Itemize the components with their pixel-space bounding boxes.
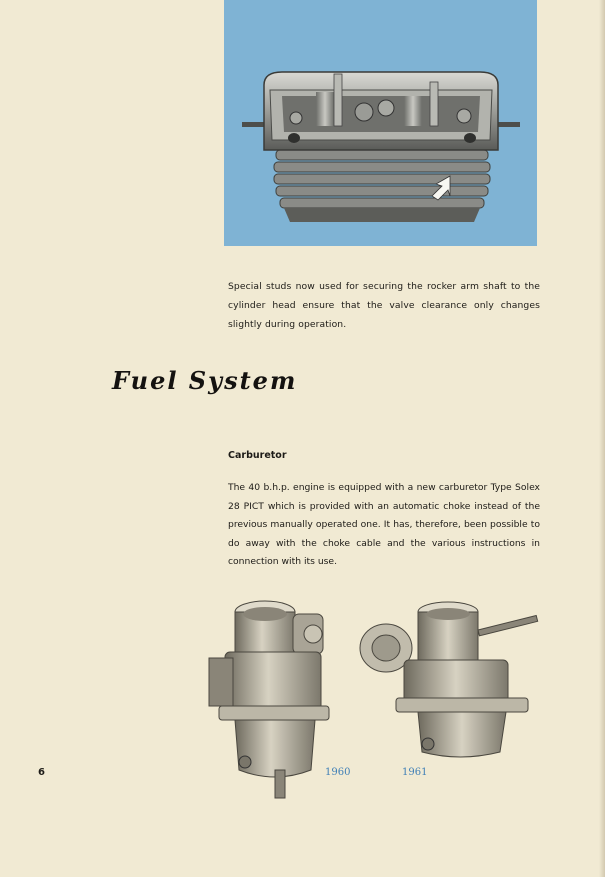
year-label-1960: 1960	[325, 767, 351, 778]
page-edge	[599, 0, 605, 877]
subheading: Carburetor	[228, 450, 287, 461]
year-label-1961: 1961	[402, 767, 428, 778]
section-title: Fuel System	[112, 366, 298, 395]
cylinder-head-caption: Special studs now used for securing the rocker arm shaft to the cylinder head ensure that the valve clearance only changes slightly during operation.	[228, 281, 540, 330]
carburetor-1961-photo	[356, 598, 548, 762]
carburetor-description: The 40 b.h.p. engine is equipped with a new carburetor Type Solex 28 PICT which is provided with an automatic choke instead of the previous manually operated one. It has, therefore, been possible to do away with the choke cable and the various instructions in connection with its use.	[228, 482, 540, 567]
page-number: 6	[38, 767, 45, 778]
cylinder-head-photo	[224, 0, 537, 246]
